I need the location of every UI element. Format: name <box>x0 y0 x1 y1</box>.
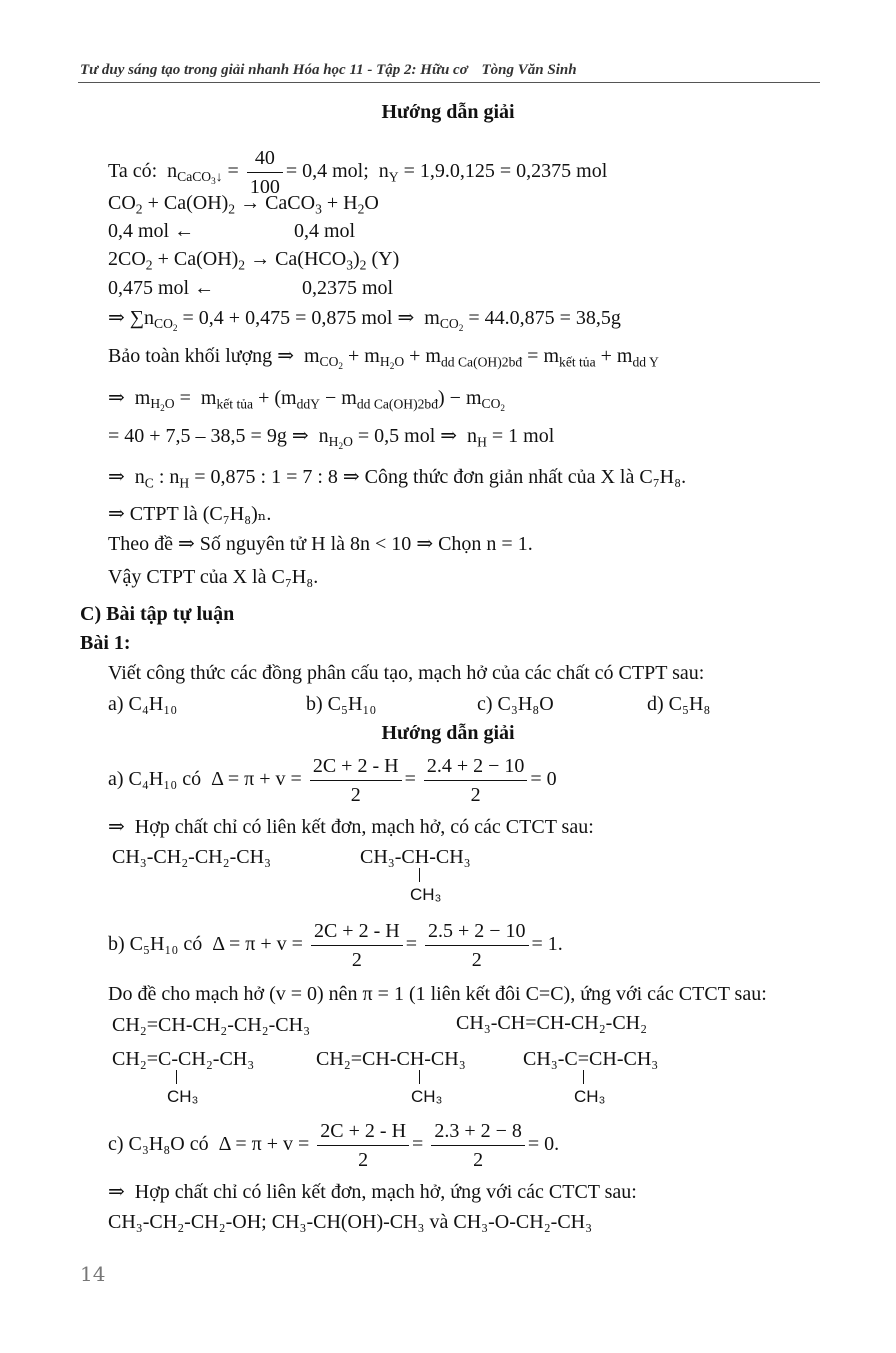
option-b: b) C₅H₁₀ <box>306 693 377 715</box>
reaction-2-mol-right: 0,2375 mol <box>302 277 394 299</box>
branch-ch3: CH₃ <box>574 1087 606 1106</box>
header-author: Tòng Văn Sinh <box>481 62 577 78</box>
calc-line: = 40 + 7,5 – 38,5 = 9g ⇒ $n_{H_2O} = 0,5$ mol ⇒ $n_H = 1$ mol <box>108 425 555 452</box>
branch-bond <box>419 1070 420 1084</box>
ta-co-line: Ta có: $n_{CaCO_3↓}$ = $\frac{40}{100}$ = 0,4 mol; $n_Y = 1,9.0,125 = 0,2375$ mol <box>108 144 607 201</box>
vay-line: Vậy CTPT của X là C₇H₈. <box>108 566 319 588</box>
running-header <box>80 62 577 79</box>
struct-pent-1-ene: CH₂=CH-CH₂-CH₂-CH₃ <box>112 1014 311 1036</box>
page-number: 14 <box>80 1262 106 1286</box>
reaction-1-mol: 0,4 mol ← <box>108 220 195 242</box>
option-d: d) C₅H₈ <box>647 693 711 715</box>
reaction-2: $2CO_2 + Ca(OH)_2 \to Ca(HCO_3)_2$ (Y) <box>108 248 400 273</box>
guide-title: Hướng dẫn giải <box>381 722 515 744</box>
struct-butane: CH₃-CH₂-CH₂-CH₃ <box>112 846 272 868</box>
solution-title: Hướng dẫn giải <box>381 101 515 123</box>
mh2o-line: ⇒ $m_{H_2O} = m_{kết tủa} + (m_{ddY} - m_{dd Ca(OH)2bđ}) - m_{CO_2}$ <box>108 387 506 414</box>
branch-bond <box>419 868 420 882</box>
header-rule <box>78 82 820 83</box>
ctpt-line: ⇒ CTPT là (C₇H₈)ₙ. <box>108 503 272 525</box>
option-c: c) C₃H₈O <box>477 693 554 715</box>
branch-bond <box>176 1070 177 1084</box>
fraction-40-100: $\frac{40}{100}$ <box>247 144 283 201</box>
b-do-de: Do đề cho mạch hở (v = 0) nên π = 1 (1 liên kết đôi C=C), ứng với các CTCT sau: <box>108 983 767 1005</box>
option-a: a) C₄H₁₀ <box>108 693 178 715</box>
a-conclusion: ⇒ Hợp chất chỉ có liên kết đơn, mạch hở, có các CTCT sau: <box>108 816 594 838</box>
ratio-line: ⇒ $n_C$ : $n_H = 0,875$ : 1 = 7 : 8 ⇒ Công thức đơn giản nhất của X là C₇H₈. <box>108 466 687 491</box>
formula-b: b) C₅H₁₀ có Δ = π + v = $\frac{2C + 2 - H}{2}$ = $\frac{2.5 + 2 - 10}{2}$ = 1. <box>108 917 563 974</box>
struct-pent-2-ene: CH₃-CH=CH-CH₂-CH₂ <box>456 1012 648 1034</box>
formula-c: c) C₃H₈O có Δ = π + v = $\frac{2C + 2 - H}{2}$ = $\frac{2.3 + 2 - 8}{2}$ = 0. <box>108 1117 559 1174</box>
branch-ch3: CH₃ <box>410 885 442 904</box>
struct-2-methylbut-2-ene: CH₃-C=CH-CH₃ <box>523 1048 659 1070</box>
bao-toan-line: Bảo toàn khối lượng ⇒ $m_{CO_2} + m_{H_2O} + m_{dd Ca(OH)2bđ} = m_{kết tủa} + m_{dd Y}$ <box>108 345 659 372</box>
section-c-heading: C) Bài tập tự luận <box>80 603 235 625</box>
c-conclusion: ⇒ Hợp chất chỉ có liên kết đơn, mạch hở, ứng với các CTCT sau: <box>108 1181 637 1203</box>
sum-line: ⇒ $\sum n_{CO_2} = 0,4 + 0,475 = 0,875$ mol ⇒ $m_{CO_2} = 44.0,875 = 38,5g$ <box>108 307 621 334</box>
formula-a: a) C₄H₁₀ có Δ = π + v = $\frac{2C + 2 - H}{2}$ = $\frac{2.4 + 2 - 10}{2}$ = 0 <box>108 752 557 809</box>
reaction-1-mol-right: 0,4 mol <box>294 220 356 242</box>
struct-3-methylbut-1-ene: CH₂=CH-CH-CH₃ <box>316 1048 466 1070</box>
branch-ch3: CH₃ <box>167 1087 199 1106</box>
reaction-1: $CO_2 + Ca(OH)_2$ → CaCO$_3$ + $H_2O$ <box>108 192 379 217</box>
c-structures: CH₃-CH₂-CH₂-OH; CH₃-CH(OH)-CH₃ và CH₃-O-CH₂-CH₃ <box>108 1211 593 1233</box>
bai1-question: Viết công thức các đồng phân cấu tạo, mạch hở của các chất có CTPT sau: <box>108 662 705 684</box>
branch-bond <box>583 1070 584 1084</box>
struct-isobutane: CH₃-CH-CH₃ <box>360 846 471 868</box>
struct-2-methylbut-1-ene: CH₂=C-CH₂-CH₃ <box>112 1048 255 1070</box>
header-title: Tư duy sáng tạo trong giải nhanh Hóa học 11 - Tập 2: Hữu cơ <box>80 62 468 78</box>
branch-ch3: CH₃ <box>411 1087 443 1106</box>
reaction-2-mol: 0,475 mol ← <box>108 277 215 299</box>
bai1-label: Bài 1: <box>80 632 131 654</box>
theo-de-line: Theo đề ⇒ Số nguyên tử H là 8n < 10 ⇒ Chọn n = 1. <box>108 533 533 555</box>
